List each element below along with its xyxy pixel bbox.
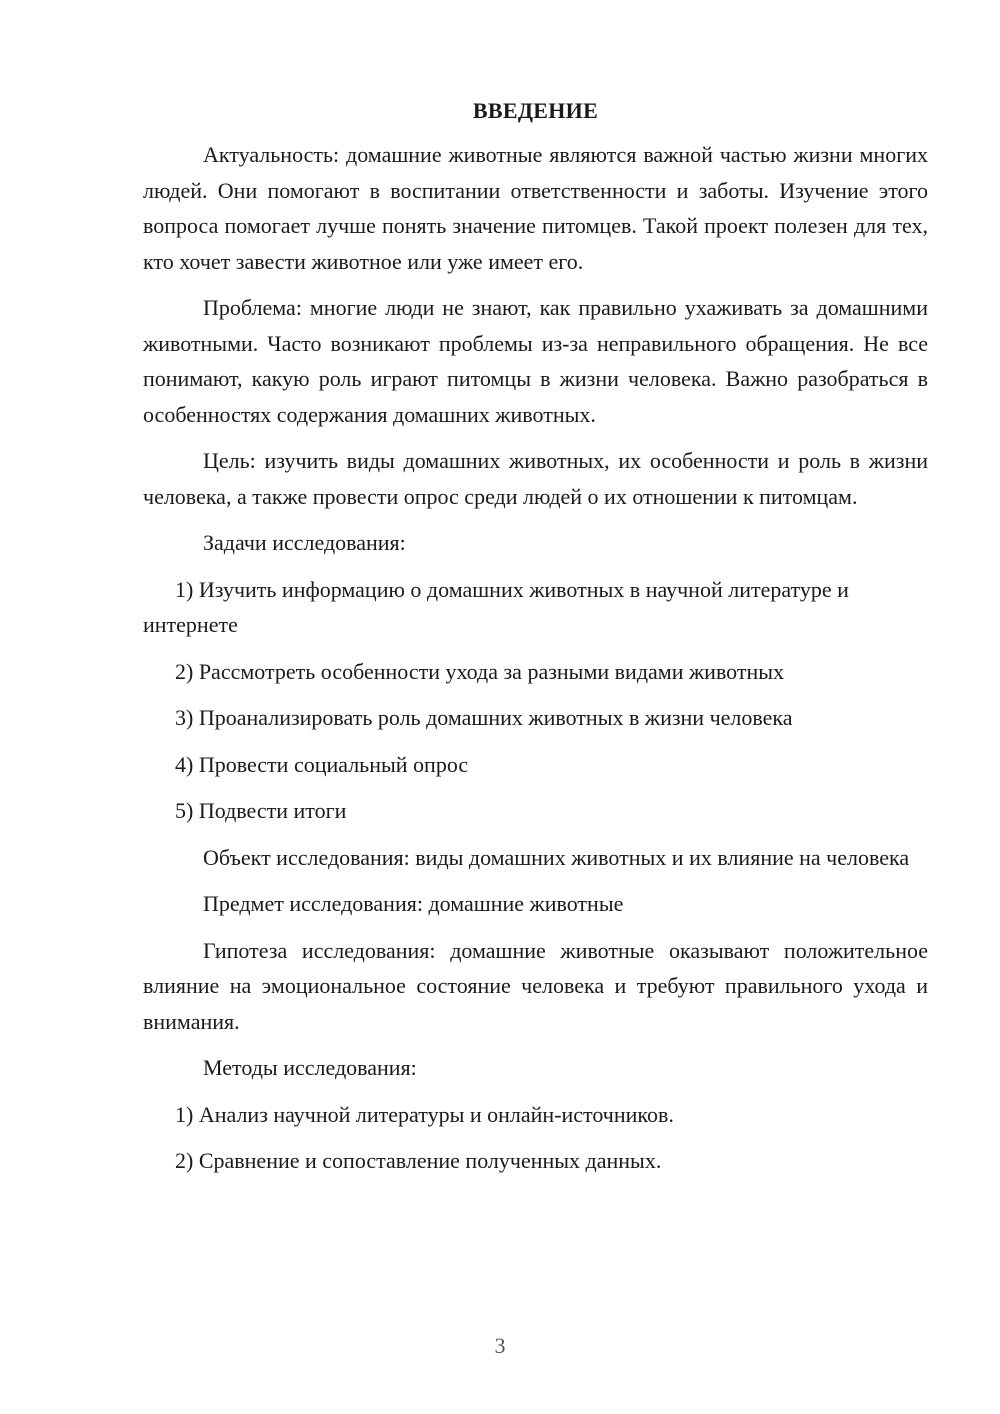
subject-paragraph: Предмет исследования: домашние животные <box>203 891 624 916</box>
list-item: 3) Проанализировать роль домашних животных в жизни человека <box>175 705 793 730</box>
list-item: 4) Провести социальный опрос <box>175 751 469 777</box>
problem-paragraph: Проблема: многие люди не знают, как правильно ухаживать за домашними животными. Часто возникают проблемы из-за неправильного обращения. Не все понимают, какую роль играют питомцы в жизни человека. Важно разобраться в особенностях содержания домашних животных. <box>143 295 928 427</box>
list-item: 2) Рассмотреть особенности ухода за разными видами животных <box>175 658 785 684</box>
page-number: 3 <box>494 1333 506 1358</box>
methods-list <box>143 1097 928 1179</box>
list-item: 5) Подвести итоги <box>175 798 347 823</box>
list-item: 1) Изучить информацию о домашних животных в научной литературе и интернете <box>143 576 849 637</box>
goal-paragraph: Цель: изучить виды домашних животных, их особенности и роль в жизни человека, а также провести опрос среди людей о их отношении к питомцам. <box>143 448 928 509</box>
list-item: 2) Сравнение и сопоставление полученных данных. <box>175 1148 662 1173</box>
list-item: 1) Анализ научной литературы и онлайн-источников. <box>175 1101 674 1127</box>
methods-heading: Методы исследования: <box>203 1055 417 1080</box>
tasks-heading: Задачи исследования: <box>203 530 406 555</box>
relevance-paragraph: Актуальность: домашние животные являются важной частью жизни многих людей. Они помогают в воспитании ответственности и заботы. Изучение этого вопроса помогает лучше понять значение питомцев. Такой проект полезен для тех, кто хочет завести животное или уже имеет его. <box>143 142 928 274</box>
page-title: ВВЕДЕНИЕ <box>472 98 599 123</box>
object-paragraph: Объект исследования: виды домашних животных и их влияние на человека <box>203 844 910 870</box>
hypothesis-paragraph: Гипотеза исследования: домашние животные оказывают положительное влияние на эмоциональное состояние человека и требуют правильного ухода и внимания. <box>143 937 928 1034</box>
page-content <box>143 96 928 1190</box>
tasks-list <box>143 572 928 829</box>
